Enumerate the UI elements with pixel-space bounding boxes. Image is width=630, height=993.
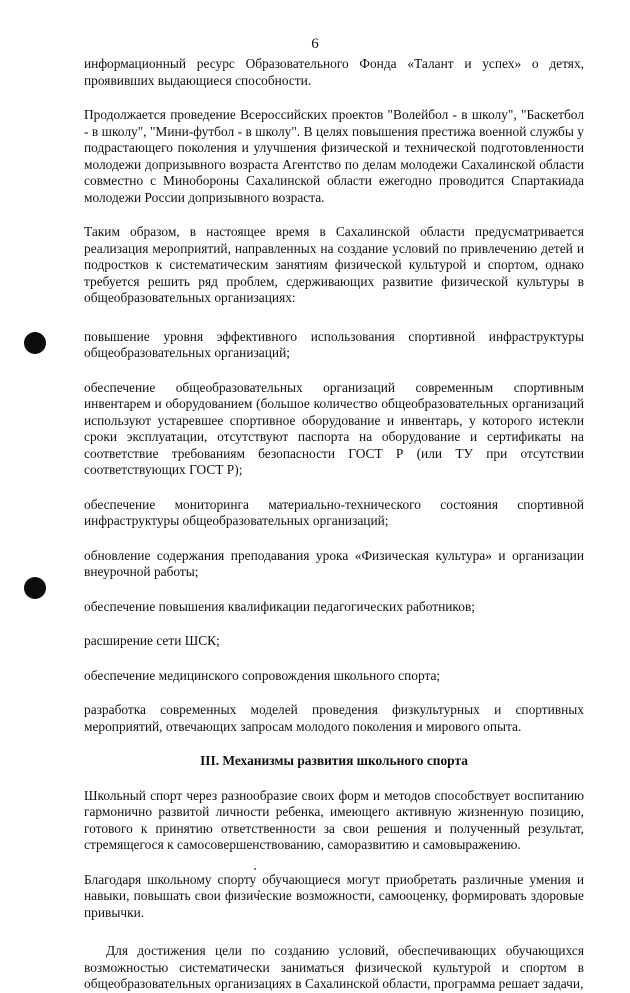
list-item: обеспечение повышения квалификации педагогических работников; <box>84 598 475 614</box>
paragraph: Благодаря школьному спорту обучающиеся могут приобретать различные умения и навыки, повышать свои физические возможности, самооценку, формировать здоровые привычки. <box>84 871 584 920</box>
section-heading: III. Механизмы развития школьного спорта <box>200 753 468 768</box>
list-item: обеспечение мониторинга материально-технического состояния спортивной инфраструктуры общеобразовательных организаций; <box>84 496 584 528</box>
paragraph: Таким образом, в настоящее время в Сахалинской области предусматривается реализация мероприятий, направленных на создание условий по привлечению детей и подростков к систематическим занятиям физической культурой и спортом, однако требуется решить ряд проблем, сдерживающих развитие физической культуры в общеобразовательных организациях: <box>84 224 584 305</box>
paragraph: Школьный спорт через разнообразие своих форм и методов способствует воспитанию гармонично развитой личности ребенка, имеющего активную жизненную позицию, готового к принятию ответственности за свои решения и полученный результат, стремящегося к самосовершенствованию, саморазвитию и самовыражению. <box>84 787 584 852</box>
page-number: 6 <box>311 36 319 52</box>
list-item: обеспечение медицинского сопровождения школьного спорта; <box>84 667 441 683</box>
punch-hole <box>24 332 46 354</box>
list-item: расширение сети ШСК; <box>84 633 220 648</box>
punch-hole <box>24 577 46 599</box>
list-item: обновление содержания преподавания урока «Физическая культура» и организации внеурочной работы; <box>84 547 584 579</box>
list-item: обеспечение общеобразовательных организаций современным спортивным инвентарем и оборудованием (большое количество общеобразовательных организаций используют устаревшее спортивное оборудование и инвентарь, у которого истекли сроки эксплуатации, отсутствуют паспорта на оборудование и сертификаты на соответствие требованиям безопасности ГОСТ Р (или ТУ при отсутствии соответствующих ГОСТ Р); <box>84 379 584 477</box>
paragraph: Для достижения цели по созданию условий, обеспечивающих обучающихся возможностью систематически заниматься физической культурой и спортом в общеобразовательных организациях в Сахалинской области, программа решает задачи, <box>84 943 584 991</box>
document-body <box>84 56 584 993</box>
paragraph: Продолжается проведение Всероссийских проектов "Волейбол - в школу", "Баскетбол - в школу", "Мини-футбол - в школу". В целях повышения престижа военной службы у подрастающего поколения и улучшения физической и технической подготовленности молодежи допризывного возраста Агентство по делам молодежи Сахалинской области совместно с Минобороны Сахалинской области ежегодно проводится Спартакиада молодежи России допризывного возраста. <box>84 107 584 205</box>
paragraph: информационный ресурс Образовательного Фонда «Талант и успех» о детях, проявивших выдающиеся способности. <box>84 56 584 88</box>
list-item: повышение уровня эффективного использования спортивной инфраструктуры общеобразовательных организаций; <box>84 328 584 360</box>
list-item: разработка современных моделей проведения физкультурных и спортивных мероприятий, отвечающих запросам молодого поколения и мирового опыта. <box>84 702 584 734</box>
